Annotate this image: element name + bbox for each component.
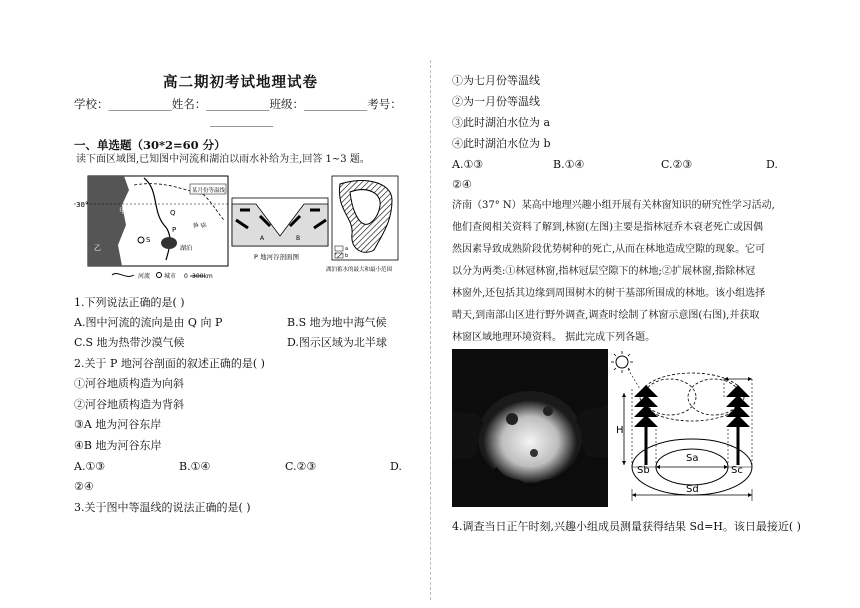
q1-option-b[interactable]: B.S 地为地中海气候 [287,316,387,329]
label-h: H [616,425,624,436]
sea-label: 海 [192,222,200,230]
question-2: 2.关于 P 地河谷剖面的叙述正确的是( ) [74,357,265,370]
question-4: 4.调查当日正午时刻,兴趣小组成员测量获得结果 Sd=H。该日最接近( ) [452,520,801,533]
q3-statement-2: ②为一月份等温线 [452,95,540,108]
label-sb: Sb [637,465,650,476]
question-intro: 读下面区域图,已知图中河流和湖泊以雨水补给为主,回答 1~3 题。 [76,154,370,165]
lake-extent-caption: 湖泊蓄水的最大和最小范围 [326,267,393,273]
tree-icon-right [726,385,750,465]
q3-statement-1: ①为七月份等温线 [452,74,540,87]
q2-option-d-value: ②④ [74,480,94,493]
q3-option-b[interactable]: B.①④ [553,158,585,171]
isotherm-label: 某月份等温线 [192,188,226,194]
forest-gap-photo [452,349,608,507]
legend-level-b: b [345,253,349,259]
map-letter-yi: 乙 [94,244,101,252]
region-map-figure [74,170,414,285]
q1-option-a[interactable]: A.图中河流的流向是由 Q 向 P [74,316,223,329]
forest-gap-schematic [610,349,780,509]
question-3: 3.关于图中等温线的说法正确的是( ) [74,501,251,514]
tree-icon-left [634,385,658,465]
passage-line-1: 济南（37° N）某高中地理兴趣小组开展有关林窗知识的研究性学习活动, [452,200,775,211]
q3-statement-4: ④此时湖泊水位为 b [452,137,551,150]
section-point-b: B [296,235,301,242]
legend-scale: 300km [192,273,213,280]
city-legend-icon [157,273,162,278]
q3-statement-3: ③此时湖泊水位为 a [452,116,551,129]
section-point-a: A [260,235,265,242]
river-legend-icon [112,274,134,277]
q3-option-d-value: ②④ [452,178,472,191]
q2-statement-1: ①河谷地质构造为向斜 [74,377,184,390]
valley-section-diagram [232,198,328,246]
map-letter-p: P [172,226,177,234]
map-letter-q: Q [170,209,176,217]
passage-line-4: 以分为两类:①林冠林窗,指林冠层空隙下的林地;②扩展林窗,指除林冠 [452,266,756,277]
label-sa: Sa [686,453,699,464]
q2-statement-3: ③A 地为河谷东岸 [74,418,162,431]
map-letter-s: S [146,236,151,244]
q2-statement-2: ②河谷地质构造为背斜 [74,398,184,411]
map-letter-jia: 甲 [119,207,126,215]
passage-line-3: 然因素导致成熟阶段优势树种的死亡,从而在林地造成空隙的现象。它可 [452,244,766,255]
label-sc: Sc [731,465,743,476]
q2-option-c[interactable]: C.②③ [285,460,317,473]
q2-statement-4: ④B 地为河谷东岸 [74,439,162,452]
question-1: 1.下列说法正确的是( ) [74,296,185,309]
lake-extent-diagram [332,176,398,260]
passage-line-2: 他们查阅相关资料了解到,林窗(左图)主要是指林冠乔木衰老死亡或因偶 [452,222,763,233]
passage-line-7: 林窗区域地理环境资料。 据此完成下列各题。 [452,332,656,343]
q2-option-b[interactable]: B.①④ [179,460,211,473]
legend-river: 河流 [138,273,151,280]
legend-scale-zero: 0 [184,273,188,280]
passage-line-6: 晴天,到南部山区进行野外调查,调查时绘制了林窗示意图(右图),并获取 [452,310,760,321]
section-title: 一、单选题（30*2=60 分） [74,138,226,152]
sun-icon [611,351,633,373]
label-sd: Sd [686,484,699,495]
q1-option-d[interactable]: D.图示区域为北半球 [287,336,387,349]
land-label: 陆 [200,222,208,230]
passage-line-5: 林窗外,还包括其边缘到周围树木的树干基部所围成的林地。该小组选择 [452,288,766,299]
valley-section-caption: P 地河谷剖面图 [254,253,299,261]
legend-level-a: a [345,246,349,252]
q1-option-c[interactable]: C.S 地为热带沙漠气候 [74,336,185,349]
student-info-line-2: ___________ [210,113,274,127]
lake-label: 湖泊 [180,245,193,252]
latitude-label: 30° [76,201,89,209]
column-divider [430,60,431,600]
legend-city: 城市 [164,273,177,280]
q3-option-a[interactable]: A.①③ [452,158,484,171]
q2-option-d[interactable]: D. [390,460,402,473]
page-title: 高二期初考试地理试卷 [163,74,318,91]
q2-option-a[interactable]: A.①③ [74,460,106,473]
q3-option-d[interactable]: D. [766,158,778,171]
q3-option-c[interactable]: C.②③ [661,158,693,171]
student-info-line: 学校：___________姓名：___________班级：___________考号： [74,97,402,111]
